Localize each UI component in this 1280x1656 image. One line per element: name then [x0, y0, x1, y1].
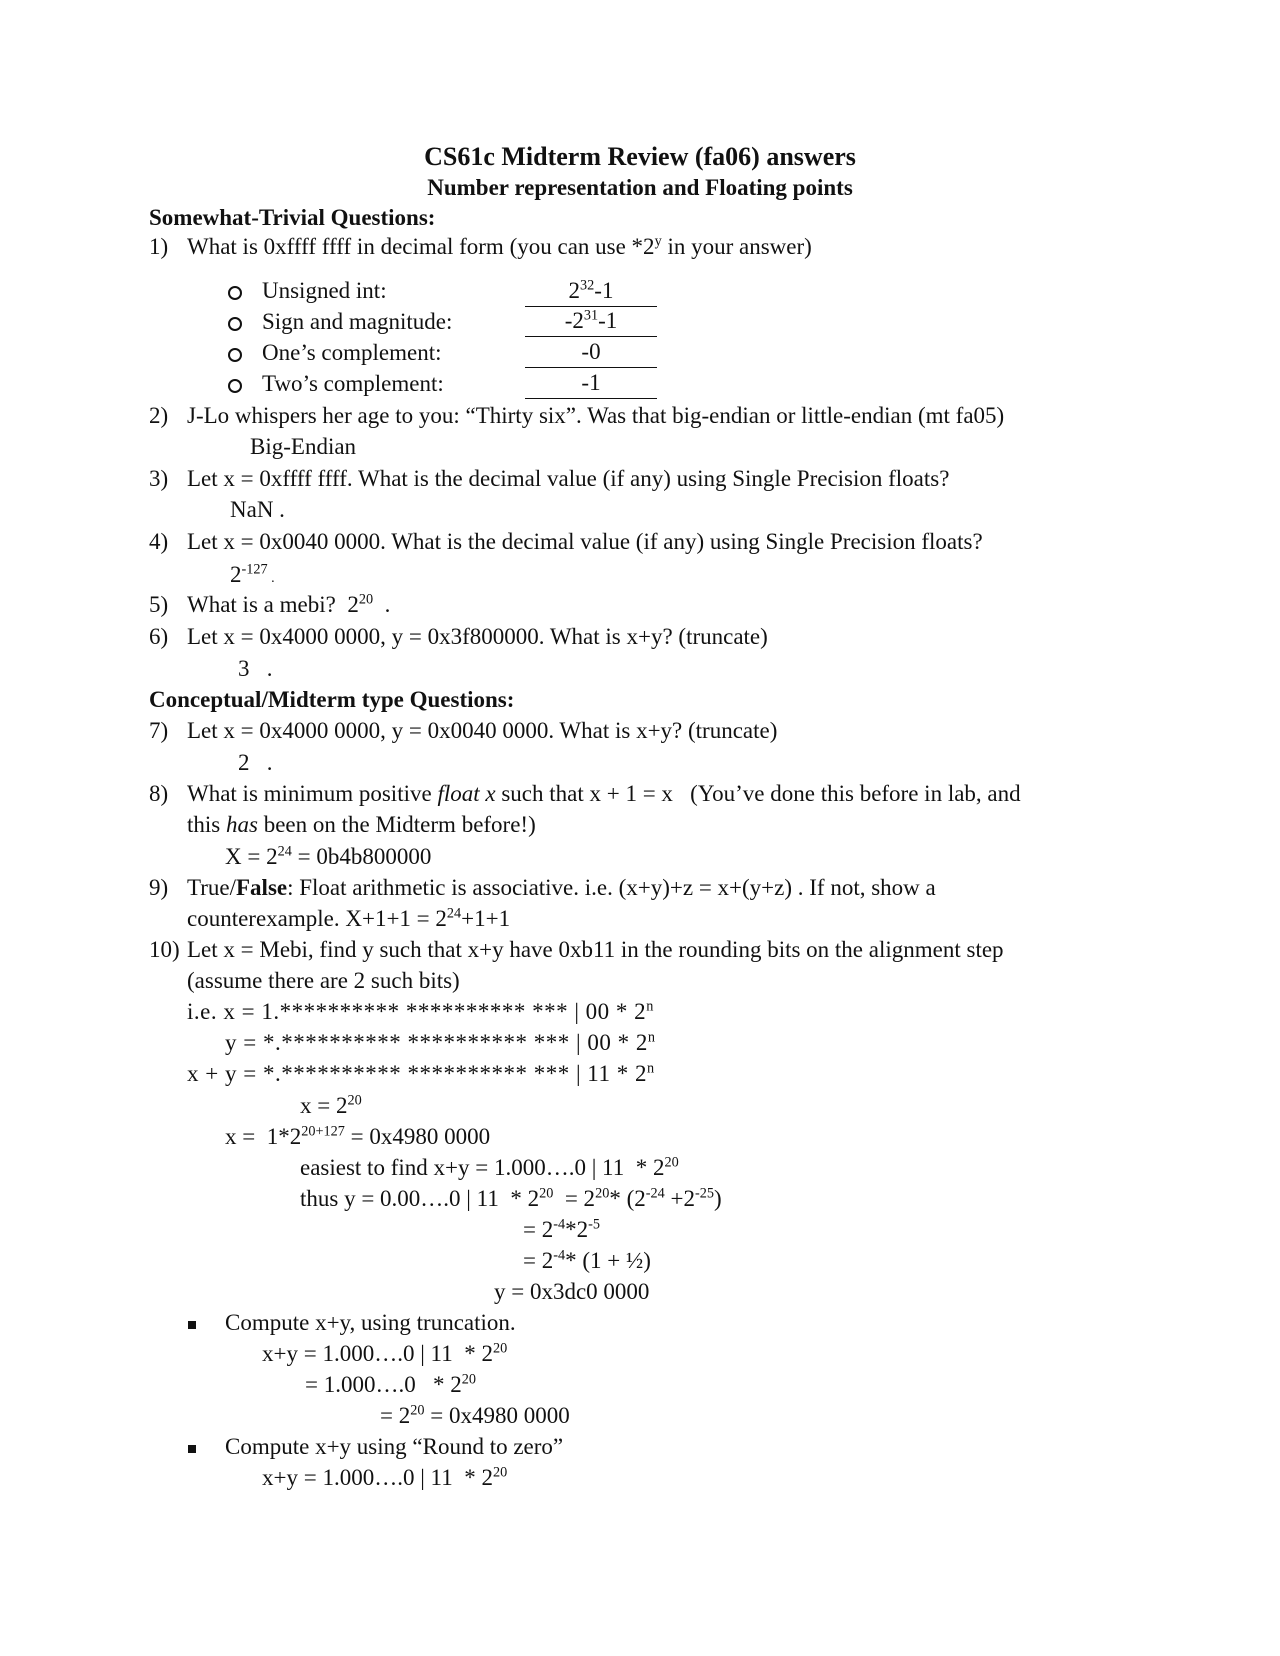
square-bullet-icon — [188, 1445, 196, 1453]
page-title: CS61c Midterm Review (fa06) answers — [424, 142, 856, 171]
question-7-text: Let x = 0x4000 0000, y = 0x0040 0000. What is x+y? (truncate) — [187, 718, 778, 743]
circle-bullet-icon — [228, 379, 242, 393]
question-8-answer: $X = 2^{24} = 0b4b800000$ — [225, 843, 432, 869]
section-heading-trivial: Somewhat-Trivial Questions: — [149, 205, 436, 230]
circle-bullet-icon — [228, 348, 242, 362]
page-subtitle: Number representation and Floating points — [427, 175, 853, 200]
question-number: 4) — [149, 529, 169, 554]
work-line: thus y = 0.00….0 | $11 * 2^{20} = 2^{20}*$ $(2^{-24} +2^{-25})$ — [300, 1185, 722, 1211]
question-number: 7) — [149, 718, 169, 743]
question-8-text: What is minimum positive float x such that x + 1 = x (You’ve done this before in lab, and — [187, 781, 1021, 806]
question-10-text-line2: (assume there are 2 such bits) — [187, 968, 460, 993]
question-1-text: What is 0xffff ffff in decimal form (you can use *2$^y$ in your answer) — [187, 233, 812, 259]
work-line: easiest to find x+y = 1.000….0 | $11 * 2^{20}$ — [300, 1154, 679, 1180]
question-3-text: Let x = 0xffff ffff. What is the decimal value (if any) using Single Precision floats? — [187, 466, 950, 491]
question-number: 3) — [149, 466, 169, 491]
question-number: 5) — [149, 592, 169, 617]
question-4-text: Let x = 0x0040 0000. What is the decimal value (if any) using Single Precision floats? — [187, 529, 983, 554]
section-heading-conceptual: Conceptual/Midterm type Questions: — [149, 687, 515, 712]
work-line: y = 0x3dc0 0000 — [494, 1279, 650, 1304]
question-10-text: Let x = Mebi, find y such that x+y have 0xb11 in the rounding bits on the alignment step — [187, 937, 1004, 962]
question-6-answer: 3 . — [238, 656, 273, 681]
question-number: 6) — [149, 624, 169, 649]
bit-layout-row: x + y = *.********** ********** *** | 11 * 2$^n$ — [187, 1060, 655, 1086]
answer-blank: -1 — [525, 370, 657, 399]
work-line: $x = 1*2^{20+127} = 0x4980$ 0000 — [225, 1123, 491, 1149]
question-6-text: Let x = 0x4000 0000, y = 0x3f800000. What is x+y? (truncate) — [187, 624, 768, 649]
answer-label: Unsigned int: — [262, 278, 387, 303]
question-8-text-line2: this has been on the Midterm before!) — [187, 812, 536, 837]
question-number: 9) — [149, 875, 169, 900]
work-line: = $2^{-4}*2^{-5}$ — [523, 1216, 600, 1242]
work-line: x+y = 1.000….0 | $11 * 2^{20}$ — [262, 1464, 508, 1490]
bullet-text: Compute x+y using “Round to zero” — [225, 1434, 564, 1459]
question-2-text: J-Lo whispers her age to you: “Thirty six”. Was that big-endian or little-endian (mt fa05) — [187, 403, 1005, 428]
question-9-text-line2: counterexample. $X+1+1 = 2^{24}+1+1$ — [187, 905, 511, 931]
question-number: 10) — [149, 937, 180, 962]
question-3-answer: NaN . — [230, 497, 285, 522]
circle-bullet-icon — [228, 317, 242, 331]
answer-label: Sign and magnitude: — [262, 309, 453, 334]
work-line: $x = 2^{20}$ — [300, 1092, 362, 1118]
question-2-answer: Big-Endian — [250, 434, 357, 459]
answer-blank: $2^{32}-1$ — [525, 278, 657, 307]
bullet-text: Compute x+y, using truncation. — [225, 1310, 516, 1335]
answer-blank: $-2^{31}-1$ — [525, 308, 657, 337]
answer-blank: -0 — [525, 339, 657, 368]
question-number: 2) — [149, 403, 169, 428]
work-line: = 1.000….0 * $2^{20}$ — [305, 1371, 476, 1397]
question-number: 8) — [149, 781, 169, 806]
work-line: = $2^{-4}*$ (1 + ½) — [523, 1247, 651, 1273]
bit-layout-row: y = *.********** ********** *** | 00 * 2$^n$ — [225, 1029, 656, 1055]
circle-bullet-icon — [228, 286, 242, 300]
question-4-answer: $2^{-127}$ . — [230, 561, 275, 587]
question-5-text: What is a mebi? $2^{20}$ . — [187, 591, 391, 617]
answer-label: One’s complement: — [262, 340, 442, 365]
work-line: x+y = 1.000….0 | $11 * 2^{20}$ — [262, 1340, 508, 1366]
question-number: 1) — [149, 234, 169, 259]
answer-label: Two’s complement: — [262, 371, 444, 396]
square-bullet-icon — [188, 1321, 196, 1329]
bit-layout-row: i.e. x = 1.********** ********** *** | 00 * 2$^n$ — [187, 998, 654, 1024]
question-7-answer: 2 . — [238, 750, 273, 775]
question-9-text: True/False: Float arithmetic is associative. i.e. (x+y)+z = x+(y+z) . If not, show a — [187, 875, 936, 900]
work-line: = $2^{20} = 0x4980$ 0000 — [380, 1402, 570, 1428]
